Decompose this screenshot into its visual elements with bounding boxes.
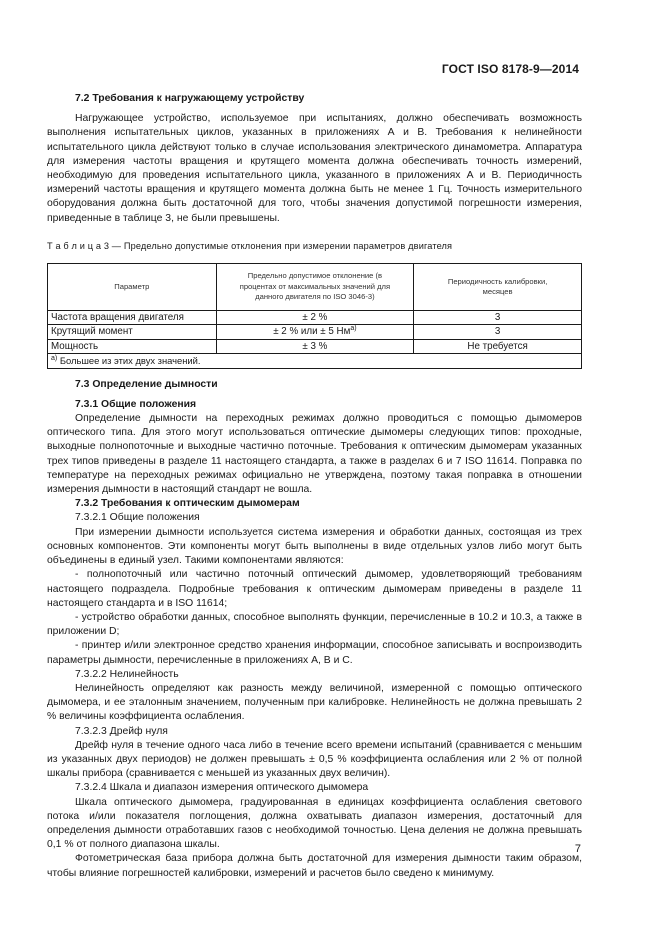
table-cell-deviation: ± 2 % <box>216 311 414 325</box>
page-number: 7 <box>574 843 581 855</box>
section-7-2-heading: 7.2 Требования к нагружающему устройству <box>75 93 305 104</box>
section-7-3-2-4-paragraph: Шкала оптического дымомера, градуированная в единицах коэффициента ослабления светового потока и/или показателя поглощения, должна охватывать диапазон измерения, достаточный для определения дымности отработавших газов с необходимой точностью. Цена деления не должна превышать 0,1 % от полного диапазона шкалы. <box>47 796 582 851</box>
section-7-3-2-2-heading: 7.3.2.2 Нелинейность <box>75 668 179 680</box>
section-7-3-2-4-heading: 7.3.2.4 Шкала и диапазон измерения оптического дымомера <box>75 782 369 794</box>
table-cell-period: 3 <box>414 325 582 339</box>
footnote-mark: а) <box>51 355 58 363</box>
table-cell-deviation: ± 3 % <box>216 339 414 353</box>
table-cell-period: 3 <box>414 311 582 325</box>
table-footnote-row <box>48 354 582 368</box>
table-cell-param: Крутящий момент <box>48 325 217 339</box>
section-7-3-2-3-heading: 7.3.2.3 Дрейф нуля <box>75 725 168 737</box>
table-3-caption: Т а б л и ц а 3 — Предельно допустимые отклонения при измерении параметров двигателя <box>47 240 453 251</box>
table-cell-param: Частота вращения двигателя <box>48 311 217 325</box>
section-7-3-1-heading: 7.3.1 Общие положения <box>75 398 197 410</box>
section-7-3-2-4-paragraph: Фотометрическая база прибора должна быть достаточной для измерения дымности таким образом, чтобы влияние погрешностей калибровки, измерений и расчетов было сведено к минимуму. <box>47 853 582 879</box>
table-header-row <box>48 264 582 311</box>
table-row <box>48 311 582 325</box>
section-7-3-2-heading: 7.3.2 Требования к оптическим дымомерам <box>75 498 300 510</box>
section-7-3-2-1-heading: 7.3.2.1 Общие положения <box>75 512 200 524</box>
page-content <box>47 92 582 881</box>
table-cell-param: Мощность <box>48 339 217 353</box>
section-7-3-2-3-paragraph: Дрейф нуля в течение одного часа либо в течение всего времени испытаний (сравнивается с меньшим из указанных двух периодов) не должен превышать ± 0,5 % коэффициента ослабления или 2 % от полной шкалы прибора (сравнивается с меньшей из указанных двух величин). <box>47 739 582 780</box>
section-7-3-1-paragraph: Определение дымности на переходных режимах должно проводиться с помощью дымомеров оптического типа. Для этого могут использоваться оптические дымомеры следующих типов: проходные, выходные полнопоточные и выходные частично поточные. Требования к оптическим дымомерам указанных трех типов приведены в разделе 11 настоящего стандарта, а также в разделах 6 и 7 ISO 11614. Поправка по температуре на переходных режимах официально не утверждена, поэтому такая поправка в отношении измерения дымности в настоящий стандарт не вошла. <box>47 413 582 496</box>
standard-header: ГОСТ ISO 8178-9—2014 <box>441 62 579 76</box>
footnote-ref: а) <box>350 325 357 333</box>
section-7-2-paragraph: Нагружающее устройство, используемое при испытаниях, должно обеспечивать возможность выполнения испытательных циклов, указанных в приложениях А и В. Требования к нелинейности испытательного цикла действуют только в случае использования электрического динамометра. Аппаратура для измерения частоты вращения и крутящего момента должна обеспечивать точность измерений, необходимую для проведения испытательного цикла, указанного в приложениях А и В. Периодичность измерений частоты вращения и крутящего момента должна быть не менее 1 Гц. Точность измерительного оборудования должна быть достаточной для того, чтобы значения допустимой погрешности измерения, приведенные в таблице 3, не были превышены. <box>47 113 582 224</box>
list-item: - принтер и/или электронное средство хранения информации, способное записывать и воспроизводить параметры дымности, перечисленные в приложениях А, В и С. <box>47 640 582 666</box>
list-item: - полнопоточный или частично поточный оптический дымомер, удовлетворяющий требованиям настоящего подраздела. Подробные требования к оптическим дымомерам приведены в разделе 11 настоящего стандарта и в ISO 11614; <box>47 569 582 609</box>
section-7-3-heading: 7.3 Определение дымности <box>75 378 218 390</box>
section-7-3-2-1-paragraph: При измерении дымности используется система измерения и обработки данных, состоящая из трех основных компонентов. Эти компоненты могут быть выполнены в виде отдельных узлов либо могут быть объединены в единый узел. Такими компонентами являются: <box>47 526 582 567</box>
section-7-3-2-2-paragraph: Нелинейность определяют как разность между величиной, измеренной с помощью оптического дымомера, и ее эталонным значением, полученным при калибровке. Нелинейность не должна превышать 2 % величины коэффициента ослабления. <box>47 682 582 723</box>
table-cell-period: Не требуется <box>414 339 582 353</box>
list-item: - устройство обработки данных, способное выполнять функции, перечисленные в 10.2 и 10.3, а также в приложении D; <box>47 611 582 638</box>
table-3 <box>47 263 582 369</box>
table-cell-deviation: ± 2 % или ± 5 $Нм^{а)}$ <box>216 325 414 339</box>
table-row <box>48 325 582 339</box>
table-header-cell: Предельно допустимое отклонение (в процентах от максимальных значений для данного двигателя по ISO 3046-3) <box>216 264 414 311</box>
table-header-cell: Периодичность калибровки, месяцев <box>414 264 582 311</box>
table-header-cell: Параметр <box>48 264 217 311</box>
table-footnote: $^{а)}$ Большее из этих двух значений. <box>48 354 582 368</box>
table-row <box>48 339 582 353</box>
